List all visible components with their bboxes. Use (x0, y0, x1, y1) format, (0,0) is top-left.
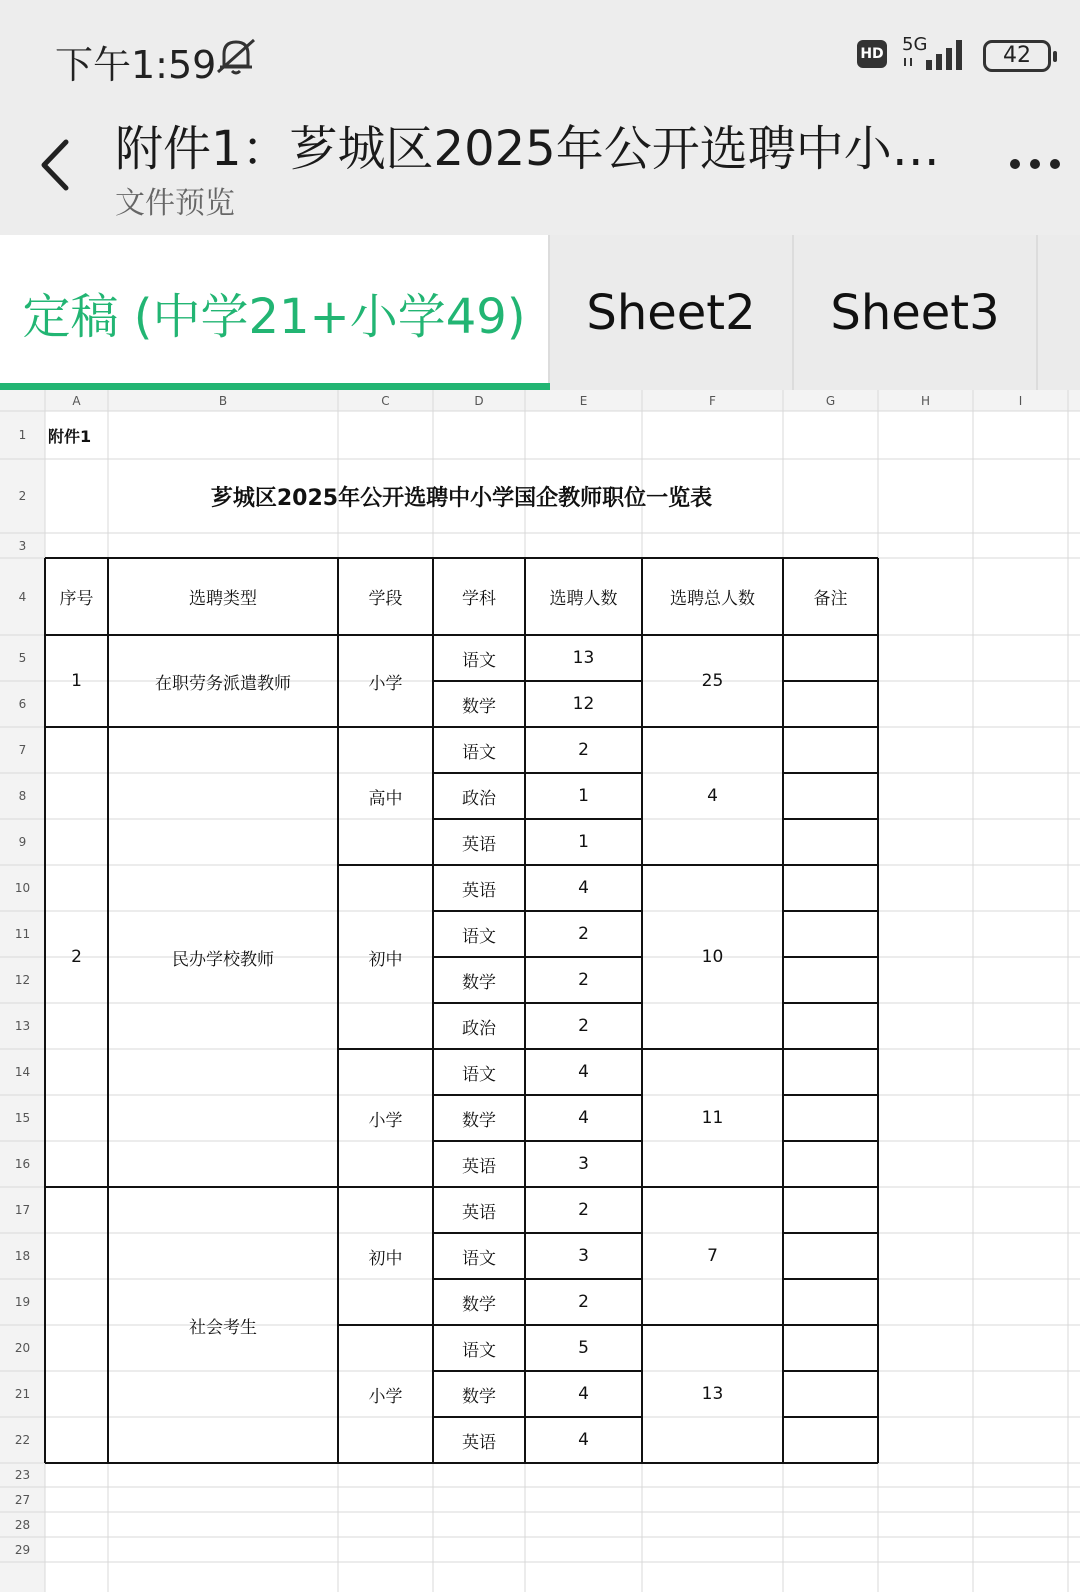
document-title: 附件1：芗城区2025年公开选聘中小… (115, 121, 940, 177)
row-header[interactable]: 1 (18, 428, 27, 442)
total-cell[interactable]: 11 (701, 1108, 724, 1128)
subject-cell[interactable]: 语文 (462, 742, 496, 763)
subject-cell[interactable]: 英语 (462, 834, 496, 855)
bell-off-icon (212, 36, 260, 76)
count-cell[interactable]: 2 (578, 970, 589, 990)
row-header[interactable]: 18 (14, 1249, 31, 1263)
stage-cell[interactable]: 初中 (368, 949, 403, 970)
column-header[interactable]: B (218, 393, 228, 408)
row-header[interactable]: 4 (18, 589, 27, 604)
subject-cell[interactable]: 语文 (462, 650, 496, 671)
seq-cell[interactable]: 2 (71, 947, 82, 967)
status-time: 下午1:59 (55, 43, 217, 87)
count-cell[interactable]: 1 (578, 832, 589, 852)
subject-cell[interactable]: 英语 (462, 1156, 496, 1177)
seq-cell[interactable] (45, 1187, 108, 1463)
count-cell[interactable]: 1 (578, 786, 589, 806)
subject-cell[interactable]: 语文 (462, 1248, 496, 1269)
header-cell[interactable]: 选聘总人数 (670, 589, 755, 609)
count-cell[interactable]: 13 (572, 648, 595, 668)
spreadsheet-grid[interactable] (0, 390, 1080, 1592)
tab-sheet3[interactable]: Sheet3 (794, 235, 1038, 390)
subject-cell[interactable]: 数学 (462, 1386, 496, 1407)
network-type: 5G (902, 34, 928, 55)
subject-cell[interactable]: 政治 (462, 1018, 496, 1039)
subject-cell[interactable]: 语文 (462, 1340, 496, 1361)
total-cell[interactable]: 7 (707, 1246, 718, 1266)
cell-a1[interactable]: 附件1 (48, 426, 92, 446)
column-header[interactable]: H (920, 393, 931, 408)
total-cell[interactable]: 13 (701, 1384, 724, 1404)
count-cell[interactable]: 4 (578, 878, 589, 898)
column-header[interactable]: E (579, 393, 588, 408)
column-header[interactable]: F (709, 393, 716, 408)
sheet-title[interactable]: 芗城区2025年公开选聘中小学国企教师职位一览表 (210, 485, 713, 511)
row-header[interactable]: 20 (14, 1341, 31, 1355)
row-header[interactable]: 5 (18, 651, 27, 665)
stage-cell[interactable]: 高中 (368, 788, 403, 809)
type-cell[interactable]: 社会考生 (189, 1317, 257, 1338)
count-cell[interactable]: 5 (578, 1338, 589, 1358)
title-bar (0, 110, 1080, 235)
count-cell[interactable]: 4 (578, 1062, 589, 1082)
count-cell[interactable]: 2 (578, 924, 589, 944)
subject-cell[interactable]: 语文 (462, 1064, 496, 1085)
chevron-left-icon[interactable] (30, 130, 80, 200)
row-header[interactable]: 13 (14, 1019, 31, 1033)
row-header[interactable]: 23 (14, 1468, 31, 1482)
row-header[interactable]: 15 (14, 1111, 31, 1125)
subject-cell[interactable]: 语文 (462, 926, 496, 947)
count-cell[interactable]: 3 (578, 1154, 589, 1174)
subject-cell[interactable]: 英语 (462, 880, 496, 901)
column-header[interactable]: G (825, 393, 836, 408)
row-header[interactable]: 11 (14, 927, 31, 941)
row-header[interactable]: 7 (18, 743, 27, 757)
sheet-tabs (0, 235, 1080, 390)
total-cell[interactable]: 4 (707, 786, 718, 806)
row-header[interactable]: 14 (14, 1065, 31, 1079)
subject-cell[interactable]: 数学 (462, 696, 496, 717)
signal-icon (902, 36, 972, 72)
active-tab-indicator (0, 383, 550, 390)
header-cell[interactable]: 备注 (813, 589, 848, 609)
seq-cell[interactable]: 1 (71, 671, 82, 691)
status-bar (0, 0, 1080, 110)
count-cell[interactable]: 3 (578, 1246, 589, 1266)
count-cell[interactable]: 2 (578, 1200, 589, 1220)
subject-cell[interactable]: 数学 (462, 972, 496, 993)
column-header[interactable]: C (381, 393, 390, 408)
header-cell[interactable]: 学科 (462, 589, 496, 609)
row-header[interactable]: 29 (14, 1542, 31, 1557)
subject-cell[interactable]: 英语 (462, 1202, 496, 1223)
row-header[interactable]: 3 (18, 538, 27, 553)
count-cell[interactable]: 4 (578, 1430, 589, 1450)
row-header[interactable]: 12 (14, 973, 31, 987)
count-cell[interactable]: 12 (572, 694, 595, 714)
tab-sheet1[interactable]: 定稿 (中学21+小学49) (0, 235, 550, 390)
subject-cell[interactable]: 数学 (462, 1110, 496, 1131)
type-cell[interactable]: 民办学校教师 (172, 949, 274, 970)
subject-cell[interactable]: 政治 (462, 788, 496, 809)
total-cell[interactable]: 25 (701, 671, 724, 691)
header-cell[interactable]: 选聘人数 (549, 589, 618, 609)
row-header[interactable]: 19 (14, 1295, 31, 1309)
subject-cell[interactable]: 数学 (462, 1294, 496, 1315)
count-cell[interactable]: 4 (578, 1108, 589, 1128)
column-header[interactable]: I (1018, 393, 1023, 408)
document-subtitle: 文件预览 (115, 186, 235, 221)
count-cell[interactable]: 2 (578, 740, 589, 760)
subject-cell[interactable]: 英语 (462, 1432, 496, 1453)
row-header[interactable]: 16 (14, 1157, 31, 1171)
row-header[interactable]: 22 (14, 1433, 31, 1447)
count-cell[interactable]: 2 (578, 1016, 589, 1036)
row-header[interactable]: 28 (14, 1517, 31, 1532)
row-header[interactable]: 2 (18, 489, 27, 503)
row-header[interactable]: 9 (18, 835, 27, 849)
stage-cell[interactable]: 初中 (368, 1248, 403, 1269)
row-header[interactable]: 21 (14, 1387, 31, 1401)
type-cell[interactable]: 在职劳务派遣教师 (155, 673, 291, 694)
stage-cell[interactable]: 小学 (368, 1386, 403, 1407)
more-icon[interactable] (1005, 154, 1065, 174)
row-header[interactable]: 6 (18, 697, 27, 711)
count-cell[interactable]: 2 (578, 1292, 589, 1312)
header-cell[interactable]: 选聘类型 (189, 589, 257, 609)
row-header[interactable]: 27 (14, 1492, 31, 1507)
column-header[interactable]: D (474, 393, 484, 408)
count-cell[interactable]: 4 (578, 1384, 589, 1404)
hd-badge: HD (857, 40, 887, 68)
row-header[interactable]: 17 (14, 1203, 31, 1217)
stage-cell[interactable]: 小学 (368, 673, 403, 694)
total-cell[interactable]: 10 (701, 947, 724, 967)
stage-cell[interactable]: 小学 (368, 1110, 403, 1131)
row-header[interactable]: 8 (18, 789, 27, 803)
header-cell[interactable]: 学段 (368, 589, 403, 609)
row-header[interactable]: 10 (14, 881, 31, 895)
header-cell[interactable]: 序号 (59, 589, 94, 609)
battery-indicator: 42 (983, 40, 1051, 72)
tab-sheet2[interactable]: Sheet2 (550, 235, 794, 390)
column-header[interactable]: A (72, 393, 81, 408)
